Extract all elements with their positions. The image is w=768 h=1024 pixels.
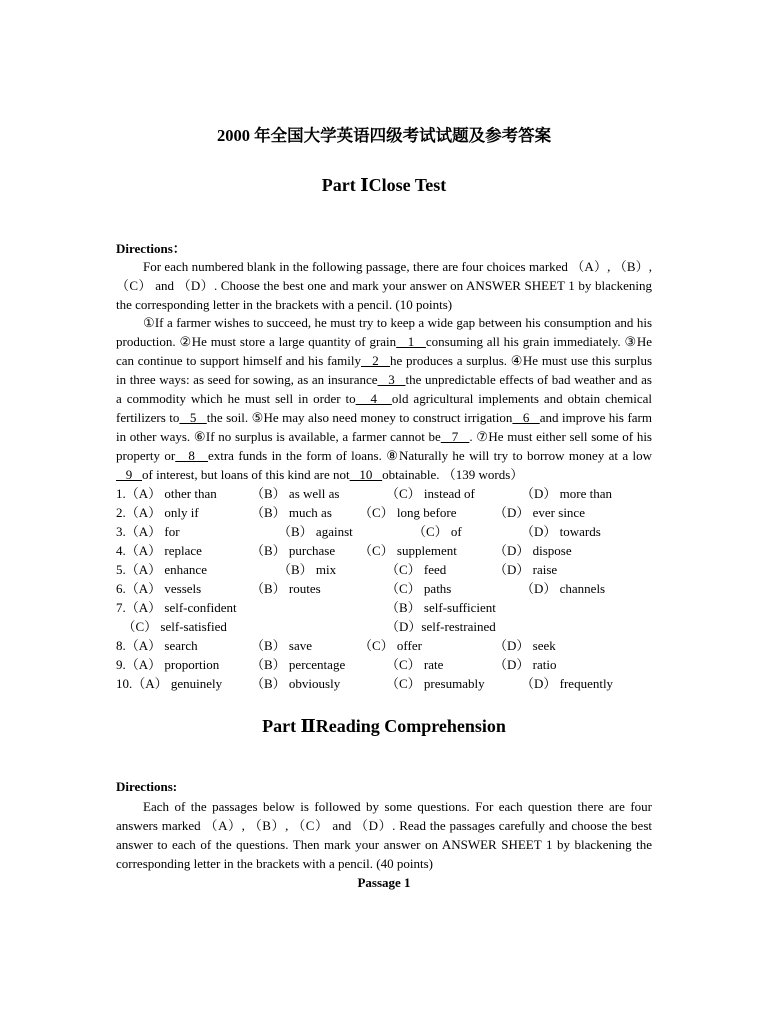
option-a: 9.（A） proportion — [116, 657, 220, 672]
option-a: 8.（A） search — [116, 638, 198, 653]
document-title: 2000 年全国大学英语四级考试试题及参考答案 — [216, 126, 552, 145]
option-c: （B） self-sufficient — [386, 600, 496, 615]
passage-title: Passage 1 — [357, 875, 411, 890]
question-row — [116, 674, 652, 693]
question-row — [116, 541, 652, 560]
option-a: 1.（A） other than — [116, 486, 217, 501]
option-d: （D）self-restrained — [386, 619, 496, 634]
option-a: （C） self-satisfied — [116, 619, 227, 634]
option-c: （C） feed — [386, 562, 447, 577]
option-a: 6.（A） vessels — [116, 581, 202, 596]
cloze-blank: 2 — [361, 353, 390, 368]
option-a: 5.（A） enhance — [116, 562, 207, 577]
option-c: （C） rate — [386, 657, 444, 672]
option-d: （D） ratio — [494, 657, 557, 672]
option-b: （B） save — [251, 638, 313, 653]
option-b: （B） percentage — [251, 657, 346, 672]
option-b: （B） purchase — [251, 543, 336, 558]
option-b: （B） mix — [278, 562, 337, 577]
cloze-blank: 5 — [179, 410, 207, 425]
option-d: （D） ever since — [494, 505, 585, 520]
passage-text: the soil. ⑤He may also need money to construct irrigation — [206, 410, 513, 425]
passage-text: old agricultural implements and obtain chemical fertilizers to — [116, 391, 652, 425]
cloze-blank: 10 — [349, 467, 383, 482]
cloze-passage — [116, 313, 652, 484]
cloze-blank: 8 — [175, 448, 208, 463]
option-c: （C） long before — [359, 505, 457, 520]
passage-text: obtainable. （139 words） — [382, 467, 524, 482]
option-a: 4.（A） replace — [116, 543, 202, 558]
option-d: （D） raise — [494, 562, 558, 577]
part2-heading: Part ⅡReading Comprehension — [262, 716, 506, 736]
option-c: （C） supplement — [359, 543, 457, 558]
question-row — [116, 617, 652, 636]
question-row — [116, 560, 652, 579]
cloze-blank: 9 — [116, 467, 142, 482]
option-b: （B） against — [278, 524, 353, 539]
option-c: （C） paths — [386, 581, 452, 596]
passage-text: the unpredictable effects of bad weather and as a commodity which he must sell in order to — [116, 372, 652, 406]
question-row — [116, 598, 652, 617]
question-row — [116, 655, 652, 674]
cloze-blank: 1 — [396, 334, 426, 349]
passage-text: he produces a surplus. ④He must use this surplus in three ways: as seed for sowing, as an insurance — [116, 353, 653, 387]
option-b: （B） obviously — [251, 676, 341, 691]
passage-text: extra funds in the form of loans. ⑧Naturally he will try to borrow money at a low — [207, 448, 653, 463]
option-c: （C） presumably — [386, 676, 485, 691]
cloze-blank: 7 — [440, 429, 470, 444]
option-d: （D） seek — [494, 638, 556, 653]
option-c: （C） of — [413, 524, 462, 539]
option-d: （D） towards — [521, 524, 601, 539]
option-d: （D） more than — [521, 486, 612, 501]
cloze-options — [116, 484, 652, 693]
passage-text: of interest, but loans of this kind are not — [142, 467, 350, 482]
option-a: 10.（A） genuinely — [116, 676, 223, 691]
option-c: （C） instead of — [386, 486, 475, 501]
option-b: （B） much as — [251, 505, 332, 520]
option-d: （D） frequently — [521, 676, 614, 691]
part2-directions-label: Directions: — [116, 779, 178, 794]
part1-directions-label: Directions： — [116, 241, 186, 256]
option-b: （B） as well as — [251, 486, 340, 501]
question-row — [116, 503, 652, 522]
option-d: （D） dispose — [494, 543, 572, 558]
option-a: 2.（A） only if — [116, 505, 199, 520]
part1-heading: Part ⅠClose Test — [321, 175, 447, 195]
passage-text: . ⑦He must either sell some of his property or — [116, 429, 652, 463]
cloze-blank: 6 — [512, 410, 540, 425]
question-row — [116, 522, 652, 541]
question-row — [116, 636, 652, 655]
option-a: 7.（A） self-confident — [116, 600, 237, 615]
part1-directions-text: For each numbered blank in the following passage, there are four choices marked （A）, （B）, （C） and （D）. Choose the best one and mark your answer on ANSWER SHEET 1 by blackening the corresponding letter in the brackets with a pencil. (10 points) — [116, 259, 652, 312]
passage-text: ①If a farmer wishes to succeed, he must try to keep a wide gap between his consumption and his production. ②He must store a large quantity of grain — [116, 315, 652, 349]
cloze-blank: 3 — [377, 372, 406, 387]
passage-text: and improve his farm in other ways. ⑥If no surplus is available, a farmer cannot be — [116, 410, 652, 444]
part2-directions-text: Each of the passages below is followed by some questions. For each question there are four answers marked （A）, （B）, （C） and （D）. Read the passages carefully and choose the best answer to each of the questions. Then mark your answer on ANSWER SHEET 1 by blackening the corresponding letter in the brackets with a pencil. (40 points) — [116, 799, 652, 871]
option-b: （B） routes — [251, 581, 321, 596]
option-c: （C） offer — [359, 638, 422, 653]
option-a: 3.（A） for — [116, 524, 180, 539]
passage-text: consuming all his grain immediately. ③He can continue to support himself and his family — [116, 334, 652, 368]
question-row — [116, 579, 652, 598]
option-d: （D） channels — [521, 581, 606, 596]
cloze-blank: 4 — [355, 391, 392, 406]
question-row — [116, 484, 652, 503]
